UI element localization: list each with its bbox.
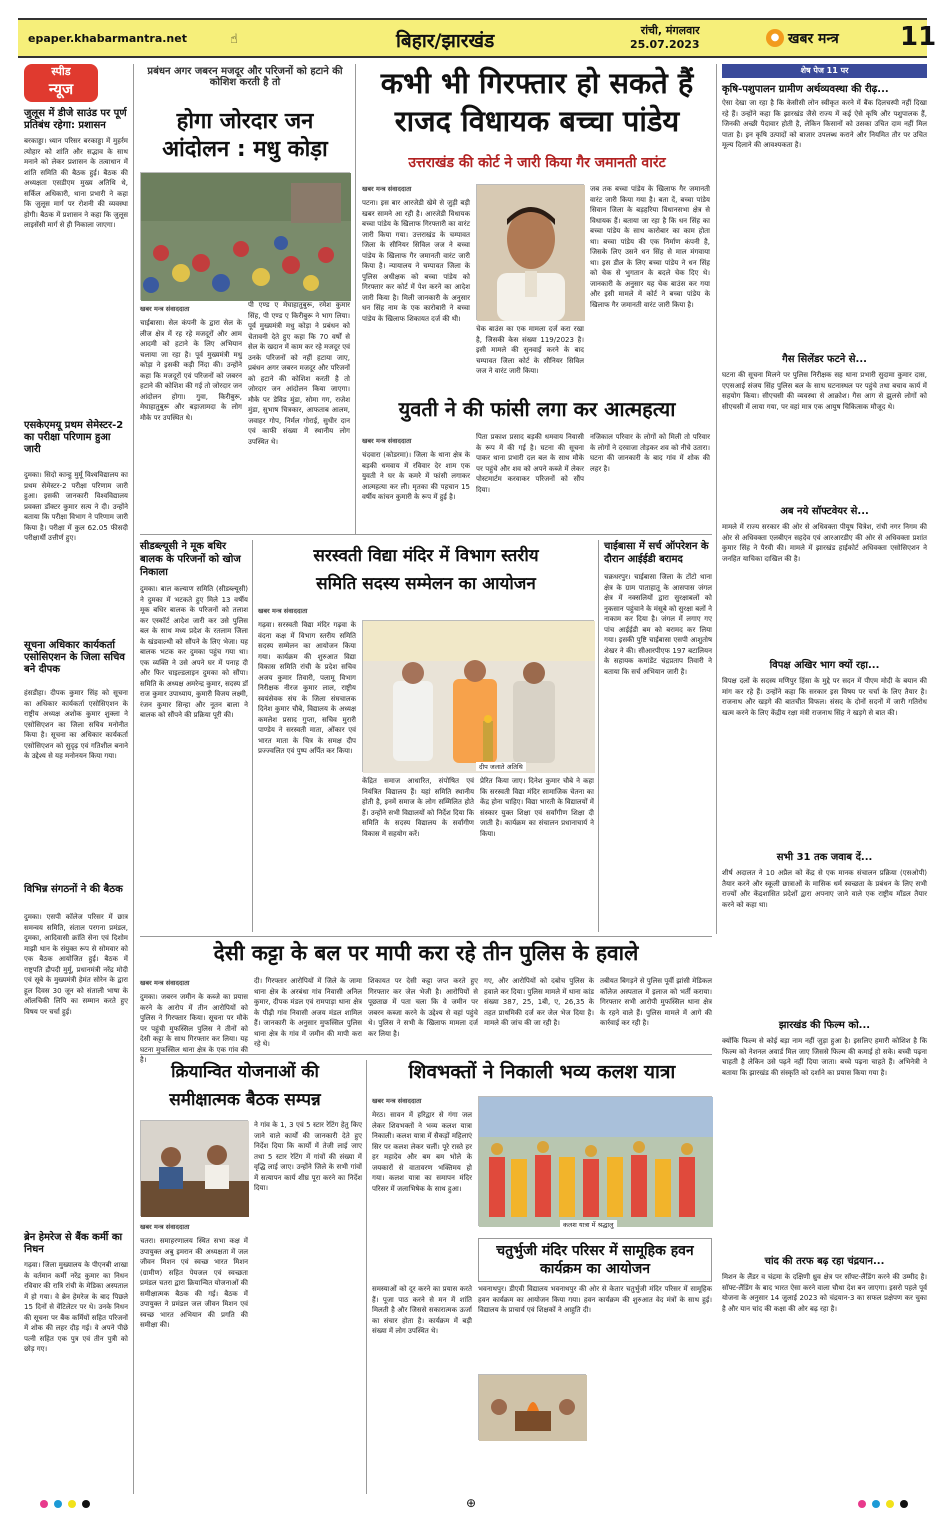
police-body-col3: शिकायत पर देसी कट्टा जप्त करते हुए गिरफ्तार कर जेल भेजी है। आरोपियों से पूछताछ में पता चला कि वे जमीन पर जबरन कब्जा करने के उद्देश्य से वहां पहुंचे थे। पुलिस ने सभी के खिलाफ मामला दर्ज कर लिया है। — [368, 977, 478, 1038]
left-item-body: बरकाड्डा। ध्यान परिसर बरकाड्डा में मुहर्रम त्योहार को शांति और सद्भाव के साथ मनाने को लेकर प्रशासन के तत्वाधान में शांति समिति की बैठक हुई। बैठक की अध्यक्षता एसडीएम मुख्य अतिथि थे, सर्किल अधिकारी, थाना प्रभारी ने कहा कि जुलूस मार्ग पर रोशनी की व्यवस्था होगी। बैठक में प्रशासन ने कहा कि जुलूस लाइसेंसी मार्ग से ही निकाला जाएगा। — [24, 137, 128, 229]
kalash-photo-caption: कलश यात्रा में श्रद्धालु — [560, 1220, 617, 1229]
havan-photo — [478, 1374, 586, 1440]
police-body-col4: गए, और आरोपियों को दबोच पुलिस के हवाले कर दिया। पुलिस मामले में थाना कांड संख्या 387, 25, 1बी, ए, 26,35 के तहत प्राथमिकी दर्ज कर जेल भेज दिया है। मामले की जांच की जा रही है। — [484, 977, 594, 1027]
kalash-byline: खबर मन्त्र संवाददाता — [372, 1097, 422, 1105]
left-item-headline: ब्रेन हेमरेज से बैंक कर्मी का निधन — [24, 1232, 123, 1255]
bachcha-body-col1: पटना। इस बार आरजेडी खेमे से जुड़ी बड़ी खबर सामने आ रही है। आरजेडी विधायक बच्चा पांडेय के खिलाफ गिरफ्तारी का वारंट जारी किया गया। उत्तराखंड के चम्पावत जिला के सीनियर सिविल जज ने बच्चा पांडेय के खिलाफ गैर जमानती वारंट जारी किया है। न्यायालय ने चम्पावत जिला के पुलिस अधीक्षक को बच्चा पांडेय को गिरफ्तार कर कोर्ट में पेश करने का आदेश जारी किया है। मिली जानकारी के अनुसार धन सिंह नाम के एक कारोबारी ने बच्चा पांडेय के खिलाफ शिकायत दर्ज की थी। — [362, 199, 470, 323]
police-body-col5: तबीयत बिगड़ने से पुलिस पूर्वी झांसी मेडिकल कॉलेज अस्पताल में इलाज को भर्ती कराया। गिरफ्तार सभी आरोपी मुफस्सिल थाना क्षेत्र के रहने वाले हैं। पुलिस मामले में आगे की कार्रवाई कर रही है। — [600, 977, 712, 1027]
police-body-col1: दुमका। जबरन जमीन के कब्जे का प्रयास करने के आरोप में तीन आरोपियों को पुलिस ने गिरफ्तार किया। सूचना पर मौके पर पहुंची मुफस्सिल पुलिस ने तीनों को देसी कट्टा के साथ गिरफ्तार कर लिया। यह घटना मुफस्सिल थाना क्षेत्र के एक गांव की है। — [140, 993, 248, 1064]
brand-logo-icon: ● — [766, 29, 784, 47]
site-url[interactable]: epaper.khabarmantra.net — [28, 32, 187, 45]
kalash-headline: शिवभक्तों ने निकाली भव्य कलश यात्रा — [408, 1061, 676, 1083]
madhu-byline: खबर मन्त्र संवाददाता — [140, 305, 190, 313]
regmark-dot — [54, 1500, 62, 1508]
review-body-left: चतरा। समाहरणालय स्थित सभा कक्ष में उपायुक्त अबु इमरान की अध्यक्षता में जल जीवन मिशन एवं स्वच्छ भारत मिशन (ग्रामीण) सहित पेयजल एवं स्वच्छता प्रमंडल चतरा द्वारा क्रियान्वित योजनाओं की समीक्षात्मक बैठक की गई। बैठक में उपायुक्त ने प्रमंडल जल जीवन मिशन एवं स्वच्छ भारत अभियान की प्रगति की समीक्षा की। — [140, 1237, 248, 1329]
saraswati-headline-line2: समिति सदस्य सम्मेलन का आयोजन — [316, 574, 536, 594]
right-item-headline: गैस सिलेंडर फटने से... — [782, 354, 867, 365]
right-item-body: ऐसा देखा जा रहा है कि केसीसी लोन स्वीकृत करने में बैंक दिलचस्पी नहीं दिखा रहे हैं। उन्होंने कहा कि झारखंड जैसे राज्य में कई ऐसे कृषि और पशुपालक हैं, जिनकी अच्छी पैदावार होती है, लेकिन किसानों को उसका उचित दाम नहीं मिल पाता है। इन कृषि उत्पादों को बाजार उपलब्ध कराने और नियमित तौर पर उचित मूल्य दिलाने की आवश्यकता है। — [722, 99, 927, 149]
right-item-body: मिशन के लैंडर व चंद्रमा के दक्षिणी ध्रुव क्षेत्र पर सॉफ्ट-लैंडिंग करने की उम्मीद है। सॉफ्ट-लैंडिंग के बाद भारत ऐसा करने वाला चौथा देश बन जाएगा। इसरो पहले पूर्व योजना के अनुसार 14 जुलाई 2023 को चंद्रयान-3 का सफल प्रक्षेपण कर चुका है और यान चांद की कक्षा की ओर बढ़ रहा है। — [722, 1273, 927, 1313]
right-item-body: विपक्ष दलों के सदस्य मणिपुर हिंसा के मुद्दे पर सदन में पीएम मोदी के बयान की मांग कर रहे हैं। उन्होंने कहा कि सरकार इस विषय पर चर्चा के लिए तैयार है। राजनाथ और खड़गे की बातचीत विफल। संसद के दोनों सदनों में जारी गतिरोध खत्म करने के लिए केंद्रीय रक्षा मंत्री राजनाथ सिंह ने खड़गे से बात की। — [722, 677, 927, 717]
madhu-kicker: प्रबंधन अगर जबरन मजदूर और परिजनों को हटाने की कोशिश करती है तो — [147, 66, 343, 88]
saraswati-body-bottom: केंद्रित समाज आधारित, संपोषित एवं नियंत्रित विद्यालय हैं। यहां समिति स्थानीय होती है, इनमें समाज के लोग सम्मिलित होते हैं। उन्होंने सभी विद्यालयों को निर्देश दिया कि समिति के सदस्य विद्यालय के सर्वांगीण विकास में सहयोग करें। — [362, 777, 474, 838]
naxal-headline: चाईबासा में सर्च ऑपरेशन के दौरान आईईडी बरामद — [604, 541, 709, 565]
meeting-photo-svg — [141, 1121, 249, 1217]
kalash-body: मेरठ। सावन में हरिद्वार से गंगा जल लेकर शिवभक्तों ने भव्य कलश यात्रा निकाली। कलश यात्रा में सैकड़ों महिलाएं सिर पर कलश लेकर चलीं। पूरे रास्ते हर हर महादेव और बम बम भोले के जयकारों से वातावरण भक्तिमय हो गया। कलश यात्रा का समापन मंदिर परिसर में जलाभिषेक के साथ हुआ। — [372, 1111, 472, 1193]
left-item-headline: सूचना अधिकार कार्यकर्ता एसोसिएशन के जिला सचिव बने दीपक — [24, 640, 125, 675]
right-item-body: शीर्ष अदालत ने 10 अप्रैल को केंद्र से एक मानक संचालन प्रक्रिया (एसओपी) तैयार करने और स्कूली छात्राओं के मासिक धर्म स्वच्छता के प्रबंधन के लिए सभी राज्यों और केंद्रशासित प्रदेशों द्वारा अपनाए जाने वाले एक राष्ट्रीय मॉडल तैयार करने को कहा था। — [722, 869, 927, 909]
suicide-headline: युवती ने की फांसी लगा कर आत्महत्या — [398, 397, 676, 421]
review-byline: खबर मन्त्र संवाददाता — [140, 1223, 190, 1231]
naxal-body: चक्रधरपुर। चाईबासा जिला के टोंटो थाना क्षेत्र के ग्राम पाताहातू के आसपास जंगल क्षेत्र में नक्सलियों द्वारा सुरक्षाबलों को नुकसान पहुंचाने के मंसूबे को सुरक्षा बलों ने नाकाम कर दिया है। जंगल में लगाए गए पांच आईईडी बम को बरामद कर लिया गया। इसकी पुष्टि चाईबासा एसपी आशुतोष शेखर ने की। सीआरपीएफ 197 बटालियन के सहायक कमांडेंट चंद्रप्रताप तिवारी ने बताया कि सर्च अभियान जारी है। — [604, 573, 712, 676]
dateline — [630, 24, 700, 52]
pointer-icon: ☝ — [230, 32, 238, 47]
regmark-dot — [886, 1500, 894, 1508]
saraswati-lamp-photo — [362, 620, 594, 772]
kalash-yatra-photo — [478, 1096, 712, 1226]
madhu-headline: होगा जोरदार जन आंदोलन : मधु कोड़ा — [162, 109, 328, 162]
right-item-body: मामले में राज्य सरकार की ओर से अधिवक्ता पीयूष चित्रेश, रांची नगर निगम की ओर से अधिवक्ता एलबीएन सहदेव एवं आरआरडीए की ओर से अधिवक्ता प्रशांत कुमार सिंह ने पैरवी की। मामले में झारखंड हाईकोर्ट अधिवक्ता एसोसिएशन ने जनहित याचिका दाखिल की है। — [722, 523, 927, 563]
issue-date: 25.07.2023 — [630, 38, 700, 51]
police-headline: देसी कट्टा के बल पर मापी करा रहे तीन पुलिस के हवाले — [213, 941, 639, 965]
continued-banner: शेष पेज 11 पर — [722, 64, 927, 78]
regmark-dot — [858, 1500, 866, 1508]
police-byline: खबर मन्त्र संवाददाता — [140, 979, 190, 987]
bachcha-portrait — [476, 184, 584, 320]
review-headline-line1: क्रियान्वित योजनाओं की — [171, 1062, 319, 1082]
right-item-headline: अब नये सॉफ्टवेयर से... — [780, 506, 869, 517]
saraswati-body-bottom2: प्रेरित किया जाए। दिनेश कुमार चौबे ने कहा कि सरस्वती विद्या मंदिर सामाजिक चेतना का केंद्र होना चाहिए। विद्या भारती के विद्यालयों में संस्कार युक्त शिक्षा एवं सर्वांगीण शिक्षा दी जाती है। कार्यक्रम का संचालन प्रधानाचार्य ने किया। — [480, 777, 594, 838]
bachcha-headline-line2: राजद विधायक बच्चा पांडेय — [394, 104, 680, 138]
procession-photo-svg — [479, 1097, 713, 1227]
saraswati-photo-caption: दीप जलाते अतिथि — [476, 762, 526, 771]
regmark-dot — [900, 1500, 908, 1508]
havan-photo-svg — [479, 1375, 587, 1441]
left-item-body: हंसडीहा। दीपक कुमार सिंह को सूचना का अधिकार कार्यकर्ता एसोसिएशन के राष्ट्रीय अध्यक्ष अशोक कुमार शुक्ला ने एसोसिएशन का जिला सचिव मनोनीत किया है। सूचना का अधिकार कार्यकर्ता एसोसिएशन को सुदृढ़ एवं गतिशील बनाने के उद्देश्य से यह मनोनयन किया गया। — [24, 689, 128, 760]
left-item-body: गढ़वा। जिला मुख्यालय के पीएनबी शाखा के वर्तमान कर्मी नरेंद्र कुमार का निधन रविवार की रात्रि रांची के मेडिका अस्पताल में हो गया। वे ब्रेन हेमरेज के बाद पिछले 15 दिनों से वेंटिलेटर पर थे। उनके निधन की सूचना पर बैंक कर्मियों सहित परिजनों में शोक की लहर दौड़ गई। वे अपने पीछे पत्नी सहित एक पुत्र एवं तीन पुत्री को छोड़ गए। — [24, 1261, 128, 1353]
havan-body: भवनाथपुर। डीएवी विद्यालय भवनाथपुर की ओर से केतार चतुर्भुजी मंदिर परिसर में सामूहिक हवन कार्यक्रम का आयोजन किया गया। हवन कार्यक्रम की शुरुआत वेद मंत्रों के साथ हुई। विद्यालय के प्राचार्य एवं शिक्षकों ने आहुति दी। — [478, 1285, 712, 1314]
page-number: 11 — [900, 22, 937, 52]
logo-line1: स्पीड — [51, 65, 71, 78]
suicide-body-col2: पिता प्रकाश प्रसाद बड़की धमवाय निवासी के रूप में की गई है। घटना की सूचना पाकर थाना प्रभारी दल बल के साथ मौके पर पहुंचे और शव को अपने कब्जे में लेकर पोस्टमार्टम करवाकर परिजनों को सौंप दिया। — [476, 433, 584, 494]
bachcha-byline: खबर मन्त्र संवाददाता — [362, 185, 412, 193]
right-item-headline: चांद की तरफ बढ़ रहा चंद्रयान... — [764, 1256, 885, 1267]
madhu-body-left: चाईबासा। सेल कंपनी के द्वारा सेल के लीज क्षेत्र में रह रहे मजदूरों और आम आदमी को हटाने के लिए अभियान चलाया जा रहा है। पूर्व मुख्यमंत्री मधु कोड़ा ने इसकी कड़ी निंदा की। उन्होंने कहा कि मजदूरों एवं परिजनों को जबरन हटाने की कोशिश की गई तो जोरदार जन आंदोलन होगा। गुवा, किरीबुरू, मेघाहातुबुरू और बड़ाजामदा के लोग मौके पर उपस्थित थे। — [140, 319, 242, 422]
right-item-headline: विपक्ष अखिर भाग क्यों रहा... — [769, 660, 880, 671]
madhu-body-right: पी एण्ड ए मेघाहातुबुरू, रमेश कुमार सिंह, पी एण्ड ए किरीबुरू ने भाग लिया। पूर्व मुख्यमंत्री मधु कोड़ा ने प्रबंधन को चेतावनी देते हुए कहा कि 70 वर्षों से सेल के खदान में काम कर रहे मजदूर एवं उनके परिजनों को नहीं हटाया जाए, प्रबंधन अगर जबरन मजदूर और परिजनों को हटाने की कोशिश करती है तो जोरदार जन आंदोलन किया जाएगा। मौके पर डेविड मुंडा, सोमा गग, राजेश मुंडा, सुभाष चित्रकार, आफताब आलम, जवाहर गोप, निर्मल गोराई, सुधीर दान एवं काफी संख्या में स्थानीय लोग उपस्थित थे। — [248, 301, 350, 446]
kalash-body-cont: समस्याओं को दूर करने का प्रयास करते हैं। पूजा पाठ करने से मन में शांति मिलती है और जिससे सकारात्मक ऊर्जा का संचार होता है। कार्यक्रम में बड़ी संख्या में लोग उपस्थित थे। — [372, 1285, 472, 1335]
madhu-protest-photo — [140, 172, 350, 300]
regmark-dot — [82, 1500, 90, 1508]
left-item-body: दुमका। एसपी कॉलेज परिसर में छात्र समन्वय समिति, संताल परगना प्रमंडल, दुमका, आदिवासी क्रांति सेना एवं दिशोम माझी थान के संयुक्त रूप से सोमवार को एक बैठक आयोजित हुई। बैठक में राष्ट्रपति द्रौपदी मुर्मू, प्रधानमंत्री नरेंद्र मोदी एवं सूबे के मुख्यमंत्री हेमंत सोरेन के द्वारा हूल दिवस 30 जून को संताली भाषा के ऑलचिकी लिपि का सम्मान करते हुए विषय पर चर्चा हुई। — [24, 913, 128, 1016]
havan-headline: चतुर्भुजी मंदिर परिसर में सामूहिक हवन कार्यक्रम का आयोजन — [478, 1238, 712, 1282]
section-title: बिहार/झारखंड — [396, 30, 495, 52]
regmark-dot — [872, 1500, 880, 1508]
deaf-headline: सीडब्ल्यूसी ने मूक बधिर बालक के परिजनों को खोज निकाला — [140, 541, 241, 578]
event-photo-svg — [363, 621, 595, 773]
saraswati-headline-line1: सरस्वती विद्या मंदिर में विभाग स्तरीय — [313, 546, 539, 566]
saraswati-body-left: गढ़वा। सरस्वती विद्या मंदिर गढ़वा के वंदना कक्ष में विभाग स्तरीय समिति सदस्य सम्मेलन का आयोजन किया गया। कार्यक्रम की शुरुआत विद्या विकास समिति रांची के प्रदेश सचिव अजय कुमार तिवारी, पलामू विभाग निरीक्षक नीरज कुमार लाल, राष्ट्रीय स्वयंसेवक संघ के जिला संघचालक दिनेश कुमार चौबे, विद्यालय के अध्यक्ष कमलेश प्रसाद गुप्ता, सचिव मुरारी पाण्डेय ने सरस्वती माता, ओंकार एवं भारत माता के चित्र के समक्ष दीप प्रज्ज्वलित एवं पुष्प अर्पित कर किया। — [258, 621, 356, 755]
right-item-headline: झारखंड की फिल्म को... — [778, 1020, 871, 1031]
right-item-headline: सभी 31 तक जवाब दें... — [776, 852, 873, 863]
deaf-body: दुमका। बाल कल्याण समिति (सीडब्ल्यूसी) ने दुमका में भटकते हुए मिले 13 वर्षीय मूक बधिर बालक के परिजनों को तलाश कर एस्कॉर्ट आदेश जारी कर उसे पुलिस बल के साथ मध्य प्रदेश के रतलाम जिला के खंडवाल्थी को सौंपने के लिए भेजा। यह बालक भटक कर दुमका पहुंच गया था। एक व्यक्ति ने उसे अपने घर में पनाह दी और फिर चाइल्डलाइन दुमका को सौंपा। समिति के अध्यक्ष अमरेन्द्र कुमार, सदस्य डॉ राज कुमार उपाध्याय, कुमारी विजय लक्ष्मी, रंजन कुमार सिन्हा और नूतन बाला ने बालक को सौंपने की प्रक्रिया पूरी की। — [140, 585, 248, 719]
review-body-right: ने गांव के 1, 3 एवं 5 स्टार रेटिंग हेतु किए जाने वाले कार्यों की जानकारी देते हुए निर्देश दिया कि कार्यों में तेजी लाई जाए तथा 5 स्टार रेटिंग में गांवों की संख्या में वृद्धि लाई जाए। उन्होंने जिले के सभी गांवों में सत्यापन कार्य शीघ्र पूरा करने का निर्देश दिया। — [254, 1121, 362, 1192]
crosshair-icon: ⊕ — [466, 1496, 477, 1510]
bachcha-body-col3: चेक बाउंस का एक मामला दर्ज करा रखा है, जिसकी केस संख्या 119/2023 है। इसी मामले की सुनवाई करने के बाद चम्पावत जिला कोर्ट के सीनियर सिविल जज ने वारंट जारी किया। — [476, 325, 584, 375]
saraswati-byline: खबर मन्त्र संवाददाता — [258, 607, 308, 615]
regmark-dot — [40, 1500, 48, 1508]
speed-news-logo — [24, 64, 98, 102]
review-meeting-photo — [140, 1120, 248, 1216]
regmark-dot — [68, 1500, 76, 1508]
suicide-byline: खबर मन्त्र संवाददाता — [362, 437, 412, 445]
suicide-body-col1: चंदवारा (कोडरमा)। जिला के थाना क्षेत्र के बड़की धमवाय में रविवार देर शाम एक युवती ने घर के कमरे में फांसी लगाकर आत्महत्या कर ली। मृतका की पहचान 15 वर्षीय कांचन कुमारी के रूप में हुई है। — [362, 451, 470, 501]
left-item-headline: जुलूस में डीजे साउंड पर पूर्ण प्रतिबंध रहेगा: प्रशासन — [24, 108, 127, 131]
right-item-headline: कृषि-पशुपालन ग्रामीण अर्थव्यवस्था की रीढ़... — [722, 84, 889, 95]
left-item-body: दुमका। सिदो कान्हु मुर्मू विश्वविद्यालय का प्रथम सेमेस्टर-2 परीक्षा परिणाम जारी हुआ। इसकी जानकारी विश्वविद्यालय प्रवक्ता डॉक्टर कुमार सत्य ने दी। उन्होंने बताया कि परीक्षा विभाग ने परिणाम जारी किया है। परीक्षा में कुल 62.05 फीसदी परीक्षार्थी उत्तीर्ण हुए। — [24, 471, 128, 542]
police-body-col2: दी। गिरफ्तार आरोपियों में जिले के जामा थाना क्षेत्र के अरबंधा गांव निवासी अनिल कुमार, दीपक मंडल एवं रामपाड़ा थाना क्षेत्र के पीढ़ी गांव निवासी अजय मंडल शामिल हैं। जानकारी के अनुसार मुफस्सिल पुलिस थाना क्षेत्र के गांव में जमीन की मापी करा रहे थे। — [254, 977, 362, 1048]
left-item-headline: विभिन्न संगठनों ने की बैठक — [24, 884, 123, 895]
city-day: रांची, मंगलवार — [640, 24, 700, 37]
logo-line2: न्यूज — [48, 80, 74, 98]
crowd-photo-svg — [141, 173, 351, 301]
brand-name: खबर मन्त्र — [788, 31, 839, 47]
suicide-body-col3: नजिकाल परिवार के लोगों को मिली तो परिवार के लोगों ने दरवाजा तोड़कर शव को नीचे उतारा। घटना की जानकारी के बाद गांव में शोक की लहर है। — [590, 433, 710, 473]
right-item-body: क्योंकि फिल्म से कोई बड़ा नाम नहीं जुड़ा हुआ है। इसलिए हमारी कोशिश है कि फिल्म को नेशनल अवार्ड मिल जाए जिससे फिल्म की कमाई हो सके। बच्ची पढ़ना चाहती है लेकिन उसे पढ़ने नहीं दिया जाता। बच्चे पढ़ना चाहते हैं। अभिनेत्री ने बताया कि झारखंड की संस्कृति को दर्शाने का प्रयास किया गया है। — [722, 1037, 927, 1077]
bachcha-headline-line1: कभी भी गिरफ्तार हो सकते हैं — [380, 66, 694, 100]
left-item-headline: एसकेएमयू प्रथम सेमेस्टर-2 का परीक्षा परिणाम हुआ जारी — [24, 420, 124, 455]
page-header — [18, 18, 937, 58]
right-item-body: घटना की सूचना मिलने पर पुलिस निरीक्षक सह थाना प्रभारी सुदामा कुमार दास, एएसआई संजय सिंह पुलिस बल के साथ घटनास्थल पर पहुंचे तथा बचाव कार्य में सहयोग किया। सीएचसी की व्यवस्था से आक्रोश। गैस आग से झुलसे लोगों को सीएचसी में लाया गया, पर वहां मात्र एक आयुष चिकित्सक मौजूद थे। — [722, 371, 927, 411]
review-headline-line2: समीक्षात्मक बैठक सम्पन्न — [169, 1090, 321, 1110]
bachcha-subhead: उत्तराखंड की कोर्ट ने जारी किया गैर जमानती वारंट — [408, 155, 666, 171]
bachcha-body-col2: जब तक बच्चा पांडेय के खिलाफ गैर जमानती वारंट जारी किया गया है। बता दें, बच्चा पांडेय सिवान जिला के बड़हरिया विधानसभा क्षेत्र से विधायक हैं। बताया जा रहा है कि धन सिंह का बच्चा पांडेय के साथ कारोबार का काम होता था। बच्चा पांडेय की एक निर्माण कंपनी है, जिसके लिए उसने धन सिंह से माल मंगवाया था। इस डील के लिए बच्चा पांडेय ने धन सिंह को चेक से भुगतान के बदले चेक दिए थे। जानकारी के अनुसार यह चेक बाउंस कर गया और इसी मामले में कोर्ट ने बच्चा पांडेय के खिलाफ गैर जमानती वारंट जारी किया है। — [590, 185, 710, 309]
portrait-svg — [477, 185, 585, 321]
